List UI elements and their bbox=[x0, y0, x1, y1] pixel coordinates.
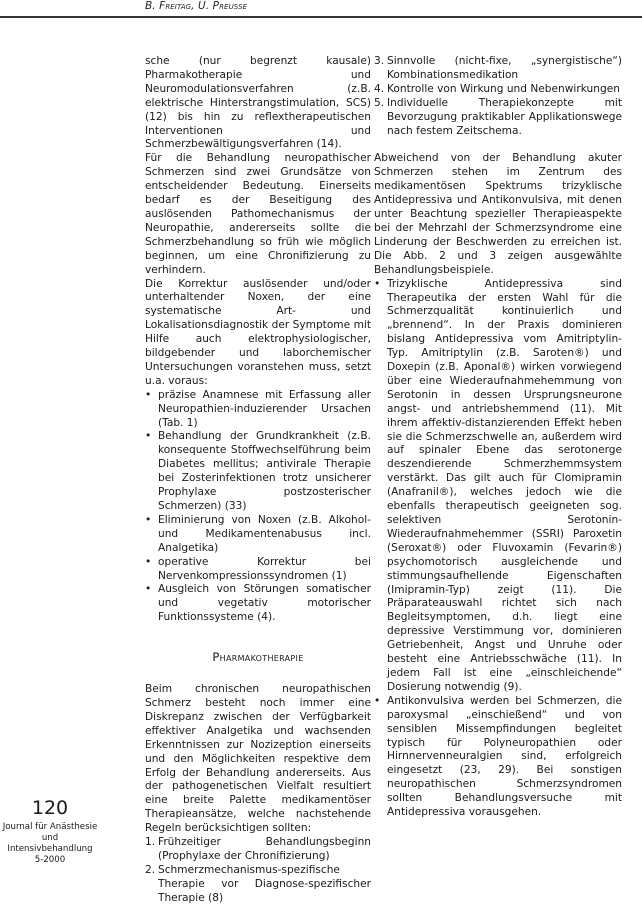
bullet-icon: • bbox=[145, 430, 152, 443]
list-number: 2. bbox=[145, 863, 156, 876]
left-column bbox=[145, 55, 371, 906]
list-number: 3. bbox=[374, 55, 385, 67]
page-number: 120 bbox=[31, 797, 69, 819]
list-item: • Trizyklische Antidepressiva sind Therapeutika der ersten Wahl für die Schmerzqualität kontinuierlich und „brennend“. In der Praxis dominieren bislang Antidepressiva vom Amitriptylin-Typ. Amitriptylin (z.B. Saroten®) und Doxepin (z.B. Aponal®) wirken vorwiegend über eine Wiederaufnahmehemmung von Serotonin in dessen Ursprungsneurone angst- und antriebshemmend (11). Mit ihrem affektiv-distanzierenden Effekt heben sie die Schmerzschwelle an, außerdem wird auf spinaler Ebene das serotonerge deszendierende Schmerzhemmsystem verstärkt. Das gilt auch für Clomipramin (Anafranil®), welches jedoch wie die ebenfalls therapeutisch geeigneten sog. selektiven Serotonin-Wiederaufnahmehemmer (SSRI) Paroxetin (Seroxat®) oder Fluvoxamin (Fevarin®) psychomotorisch ausgleichende und stimmungsaufhellende Eigenschaften (Imipramin-Typ) zeigt (11). Die Präparateauswahl richtet sich nach Begleitsymptomen, d.h. liegt eine depressive Verstimmung vor, dominieren Getriebenheit, Angst und Unruhe oder besteht eine Antriebsschwäche (11). In jedem Fall ist eine „einschleichende“ Dosierung notwendig (9). bbox=[374, 277, 622, 693]
list-item: 3. Sinnvolle (nicht-fixe, „synergistische“) Kombinationsmedikation bbox=[374, 55, 622, 81]
bullet-icon: • bbox=[145, 583, 152, 596]
paragraph: Abweichend von der Behandlung akuter Schmerzen stehen im Zentrum des medikamentösen Spektrums trizyklische Antidepressiva und Antikonvulsiva, mit denen unter Beachtung spezieller Therapieaspekte bei der Mehrzahl der Schmerzsyndrome eine Linderung der Beschwerden zu erreichen ist. Die Abb. 2 und 3 zeigen ausgewählte Behandlungsbeispiele. bbox=[374, 152, 622, 276]
bullet-icon: • bbox=[145, 388, 152, 401]
journal-name-line1: Journal für Anästhesie bbox=[2, 822, 98, 832]
list-item: • präzise Anamnese mit Erfassung aller Neuropathien-induzierender Ursachen (Tab. 1) bbox=[145, 388, 371, 429]
list-item: 2. Schmerzmechanismus-spezifische Therapie vor Diagnose-spezifischer Therapie (8) bbox=[145, 863, 371, 904]
paragraph: Beim chronischen neuropathischen Schmerz besteht noch immer eine Diskrepanz zwischen der Verfügbarkeit effektiver Analgetika und wachsenden Erkenntnissen zur Nozizeption einerseits und den Möglichkeiten respektive dem Erfolg der Behandlung andererseits. Aus der pathogenetischen Vielfalt resultiert eine breite Palette medikamentöser Therapieansätze, welche nachstehende Regeln berücksichtigen sollten: bbox=[145, 683, 371, 835]
header-authors: B. Freitag, U. Preusse bbox=[145, 0, 248, 12]
section-heading: Pharmakotherapie bbox=[212, 650, 304, 665]
list-item: • operative Korrektur bei Nervenkompressionssyndromen (1) bbox=[145, 555, 371, 582]
list-item: 1. Frühzeitiger Behandlungsbeginn (Prophylaxe der Chronifizierung) bbox=[145, 836, 371, 862]
paragraph: sche (nur begrenzt kausale) Pharmakotherapie und Neuromodulationsverfahren (z.B. elektrische Hinterstrangstimulation, SCS) (12) bis hin zu reflextherapeutischen Interventionen und Schmerzbewältigungsverfahren (14). bbox=[145, 55, 371, 151]
list-item: • Ausgleich von Störungen somatischer und vegetativ motorischer Funktionssysteme (4). bbox=[145, 583, 371, 624]
list-item: • Behandlung der Grundkrankheit (z.B. konsequente Stoffwechselführung beim Diabetes mellitus; antivirale Therapie bei Zosterinfektionen trotz unsicherer Prophylaxe postzosterischer Schmerzen) (33) bbox=[145, 430, 371, 512]
list-item: • Eliminierung von Noxen (z.B. Alkohol- und Medikamentenabusus incl. Analgetika) bbox=[145, 513, 371, 554]
running-header bbox=[145, 0, 247, 12]
bullet-list bbox=[374, 278, 622, 820]
bullet-icon: • bbox=[374, 694, 381, 707]
list-item: • Antikonvulsiva werden bei Schmerzen, die paroxysmal „einschießend“ und von sensiblen Missempfindungen begleitet typisch für Polyneuropathien oder Hirnnervenneuralgien sind, erfolgreich eingesetzt (23, 29). Bei sonstigen neuropathischen Schmerzsyndromen sollten Behandlungsversuche mit Antidepressiva vorausgehen. bbox=[374, 694, 622, 819]
paragraph: Für die Behandlung neuropathischer Schmerzen sind zwei Grundsätze von entscheidender Bedeutung. Einerseits bedarf es der Beseitigung des auslösenden Pathomechanismus der Neuropathie, andererseits sollte die Schmerzbehandlung so früh wie möglich beginnen, um eine Chronifizierung zu verhindern. bbox=[145, 152, 371, 276]
header-rule bbox=[0, 16, 642, 18]
list-number: 4. bbox=[374, 82, 385, 95]
bullet-list bbox=[145, 389, 371, 625]
spacer bbox=[374, 138, 622, 152]
bullet-icon: • bbox=[145, 513, 152, 526]
journal-name-line2: und Intensivbehandlung bbox=[7, 833, 93, 854]
list-number: 1. bbox=[145, 836, 156, 849]
numbered-list bbox=[145, 836, 371, 906]
numbered-list bbox=[374, 55, 622, 138]
paragraph: Die Korrektur auslösender und/oder unterhaltender Noxen, der eine systematische Art- und Lokalisationsdiagnostik der Symptome mit Hilfe auch elektrophysiologischer, bildgebender und laborchemischer Untersuchungen voranstehen muss, setzt u.a. voraus: bbox=[145, 277, 371, 387]
journal-issue: 5-2000 bbox=[34, 855, 66, 865]
right-column bbox=[374, 55, 622, 820]
bullet-icon: • bbox=[374, 277, 381, 290]
page-footer bbox=[0, 797, 100, 866]
bullet-icon: • bbox=[145, 555, 152, 568]
list-item: 4. Kontrolle von Wirkung und Nebenwirkungen bbox=[374, 82, 620, 95]
list-item: 5. Individuelle Therapiekonzepte mit Bevorzugung praktikabler Applikationswege nach festem Zeitschema. bbox=[374, 96, 622, 137]
list-number: 5. bbox=[374, 96, 385, 109]
